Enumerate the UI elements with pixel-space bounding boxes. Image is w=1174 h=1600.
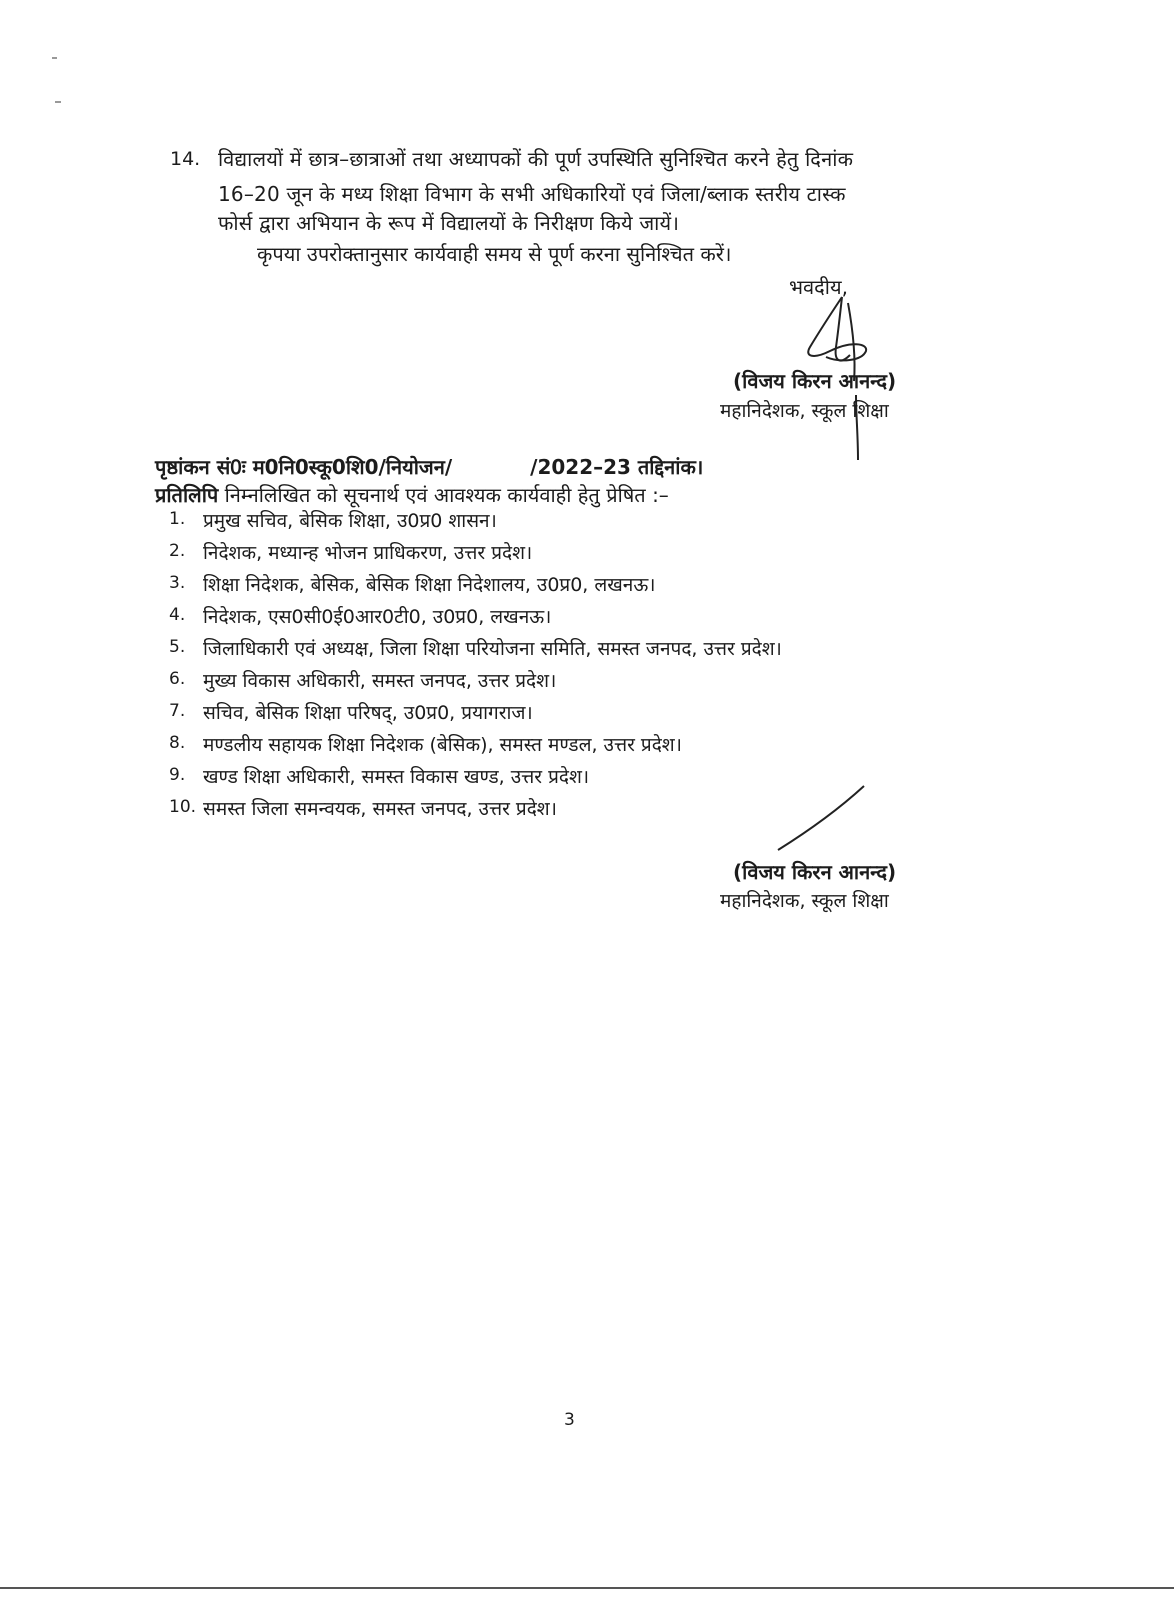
list-item-text: जिलाधिकारी एवं अध्यक्ष, जिला शिक्षा परियोजना समिति, समस्त जनपद, उत्तर प्रदेश। (203, 638, 782, 660)
page-number: 3 (564, 1410, 575, 1430)
recipient-list (155, 507, 782, 827)
scan-mark (52, 57, 57, 59)
signatory-title: महानिदेशक, स्कूल शिक्षा (720, 400, 889, 422)
list-item (155, 539, 782, 571)
list-item (155, 763, 782, 795)
list-item (155, 571, 782, 603)
point-14-line-3: फोर्स द्वारा अभियान के रूप में विद्यालयों के निरीक्षण किये जायें। (218, 211, 680, 235)
signature-stroke (770, 782, 870, 854)
list-item-number: 10. (169, 797, 197, 817)
list-item-number: 3. (169, 573, 186, 593)
list-item (155, 603, 782, 635)
list-item-number: 7. (169, 701, 186, 721)
endorsement-reference: पृष्ठांकन सं0ः म0नि0स्कू0शि0/नियोजन/ (155, 455, 453, 479)
list-item-text: सचिव, बेसिक शिक्षा परिषद्, उ0प्र0, प्रयागराज। (203, 702, 533, 724)
list-item (155, 507, 782, 539)
list-item-text: निदेशक, मध्यान्ह भोजन प्राधिकरण, उत्तर प्रदेश। (203, 542, 533, 564)
list-item (155, 699, 782, 731)
signatory-name: (विजय किरन आनन्द) (733, 369, 897, 393)
list-item-number: 2. (169, 541, 186, 561)
copy-label: प्रतिलिपि (155, 483, 219, 507)
list-item-number: 4. (169, 605, 186, 625)
list-item-text: शिक्षा निदेशक, बेसिक, बेसिक शिक्षा निदेशालय, उ0प्र0, लखनऊ। (203, 574, 656, 596)
list-item-number: 8. (169, 733, 186, 753)
regards-text: भवदीय, (789, 275, 848, 299)
list-item-text: प्रमुख सचिव, बेसिक शिक्षा, उ0प्र0 शासन। (203, 510, 497, 532)
scan-edge-line (0, 1587, 1174, 1589)
endorsement-number (155, 453, 703, 480)
endorsement-date: /2022–23 तद्दिनांक। (530, 455, 704, 479)
list-item (155, 635, 782, 667)
list-item (155, 731, 782, 763)
closing-request: कृपया उपरोक्तानुसार कार्यवाही समय से पूर्ण करना सुनिश्चित करें। (257, 242, 732, 266)
list-item-text: मुख्य विकास अधिकारी, समस्त जनपद, उत्तर प्रदेश। (203, 670, 557, 692)
list-item-text: मण्डलीय सहायक शिक्षा निदेशक (बेसिक), समस्त मण्डल, उत्तर प्रदेश। (203, 734, 682, 756)
signatory-title: महानिदेशक, स्कूल शिक्षा (720, 890, 889, 912)
list-item (155, 795, 782, 827)
scan-mark (55, 101, 61, 103)
list-item-number: 6. (169, 669, 186, 689)
list-item-text: खण्ड शिक्षा अधिकारी, समस्त विकास खण्ड, उत्तर प्रदेश। (203, 766, 590, 788)
point-14-line-1: विद्यालयों में छात्र–छात्राओं तथा अध्यापकों की पूर्ण उपस्थिति सुनिश्चित करने हेतु दिनांक (218, 147, 854, 171)
copy-text: निम्नलिखित को सूचनार्थ एवं आवश्यक कार्यवाही हेतु प्रेषित :– (218, 483, 669, 507)
list-item-number: 1. (169, 509, 186, 529)
list-item-number: 9. (169, 765, 186, 785)
list-item-number: 5. (169, 637, 186, 657)
list-item-text: निदेशक, एस0सी0ई0आर0टी0, उ0प्र0, लखनऊ। (203, 606, 552, 628)
point-14-line-2: 16–20 जून के मध्य शिक्षा विभाग के सभी अधिकारियों एवं जिला/ब्लाक स्तरीय टास्क (218, 182, 846, 206)
list-item (155, 667, 782, 699)
signatory-name: (विजय किरन आनन्द) (733, 860, 897, 884)
copy-forwarded-intro (155, 481, 669, 508)
point-number: 14. (170, 148, 201, 170)
list-item-text: समस्त जिला समन्वयक, समस्त जनपद, उत्तर प्रदेश। (203, 798, 557, 820)
